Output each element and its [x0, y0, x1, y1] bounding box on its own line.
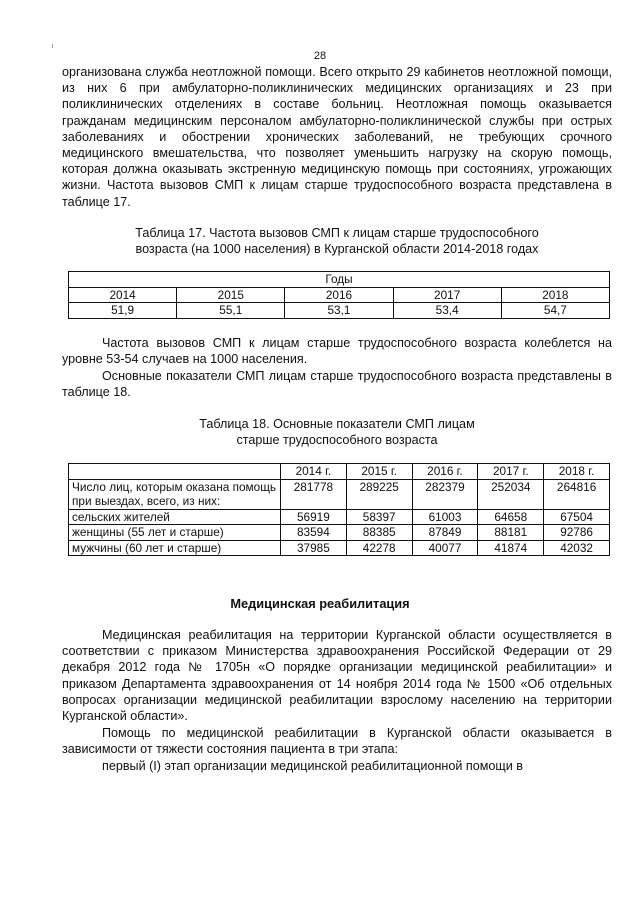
table17-year: 2015	[177, 287, 285, 303]
table18-header-cell: 2016 г.	[412, 464, 478, 480]
table17-value: 54,7	[501, 303, 609, 319]
table18-cell: 42032	[544, 540, 610, 556]
rehab-paragraph-1: Медицинская реабилитация на территории Курганской области осуществляется в соответствии с приказом Министерства здравоохранения Российской Федерации от 29 декабря 2012 года № 1705н «О порядке организации медицинской реабилитации» и приказом Департамента здравоохранения от 14 ноября 2014 года № 1500 «Об отдельных вопросах организации медицинской реабилитации взрослому населению на территории Курганской области».	[62, 628, 612, 724]
table17-value: 53,4	[393, 303, 501, 319]
table-row	[69, 525, 610, 541]
table17-caption	[62, 225, 612, 258]
para-after-table17: Частота вызовов СМП к лицам старше трудоспособного возраста колеблется на уровне 53-54 случаев на 1000 населения.	[62, 336, 612, 367]
table18-cell: 67504	[544, 509, 610, 525]
rehab-paragraph-3: первый (I) этап организации медицинской реабилитационной помощи в	[102, 759, 523, 773]
table-row	[69, 509, 610, 525]
table18-header-cell	[69, 464, 281, 480]
table18-caption	[62, 416, 612, 449]
table18-header-cell: 2015 г.	[346, 464, 412, 480]
table17-year: 2014	[69, 287, 177, 303]
table18-row-label: Число лиц, которым оказана помощь при выездах, всего, из них:	[69, 479, 281, 509]
table18-cell: 281778	[281, 479, 347, 509]
table17-value: 53,1	[285, 303, 393, 319]
table18-cell: 42278	[346, 540, 412, 556]
table18-cell: 252034	[478, 479, 544, 509]
table18-caption-line1: Таблица 18. Основные показатели СМП лицам	[199, 417, 475, 431]
table-row	[69, 479, 610, 509]
intro-paragraph: организована служба неотложной помощи. Всего открыто 29 кабинетов неотложной помощи, из них 6 при амбулаторно-поликлинических медицинских организациях и 23 при поликлинических отделениях в составе больниц. Неотложная помощь оказывается гражданам медицинским персоналом амбулаторно-поликлинической службы при острых заболеваниях и обострении хронических заболеваний, не требующих срочного медицинского вмешательства, что позволяет уменьшить нагрузку на скорую помощь, которая должна оказывать экстренную медицинскую помощь при состояниях, угрожающих жизни. Частота вызовов СМП к лицам старше трудоспособного возраста представлена в таблице 17.	[62, 65, 612, 209]
table18-caption-line2: старше трудоспособного возраста	[236, 433, 438, 448]
table18-header-row	[69, 464, 610, 480]
table18-cell: 61003	[412, 509, 478, 525]
table18-cell: 37985	[281, 540, 347, 556]
table17-year: 2016	[285, 287, 393, 303]
table17-caption-line2: возраста (на 1000 населения) в Курганской области 2014-2018 годах	[135, 242, 539, 257]
scan-mark	[52, 44, 53, 48]
table18	[68, 463, 610, 556]
table17-value-row	[69, 303, 610, 319]
table18-header-cell: 2018 г.	[544, 464, 610, 480]
table18-header-cell: 2014 г.	[281, 464, 347, 480]
table18-cell: 87849	[412, 525, 478, 541]
table17-caption-line1: Таблица 17. Частота вызовов СМП к лицам старше трудоспособного	[135, 226, 539, 240]
table18-cell: 64658	[478, 509, 544, 525]
table18-cell: 88181	[478, 525, 544, 541]
table18-cell: 88385	[346, 525, 412, 541]
table18-row-label: мужчины (60 лет и старше)	[69, 540, 281, 556]
table18-cell: 56919	[281, 509, 347, 525]
table17-year: 2017	[393, 287, 501, 303]
table17-group-header: Годы	[69, 272, 610, 288]
table18-cell: 40077	[412, 540, 478, 556]
table17-value: 51,9	[69, 303, 177, 319]
table18-header-cell: 2017 г.	[478, 464, 544, 480]
table18-cell: 83594	[281, 525, 347, 541]
table17-year: 2018	[501, 287, 609, 303]
rehab-paragraph-2: Помощь по медицинской реабилитации в Курганской области оказывается в зависимости от тяжести состояния пациента в три этапа:	[62, 726, 612, 757]
table18-cell: 264816	[544, 479, 610, 509]
table17-group-row	[69, 272, 610, 288]
table18-cell: 282379	[412, 479, 478, 509]
table18-cell: 58397	[346, 509, 412, 525]
page-number: 28	[313, 50, 327, 62]
table17-year-row	[69, 287, 610, 303]
table17	[68, 271, 610, 319]
table-row	[69, 540, 610, 556]
para-intro-table18: Основные показатели СМП лицам старше трудоспособного возраста представлены в таблице 18.	[62, 369, 612, 400]
table18-cell: 289225	[346, 479, 412, 509]
table18-row-label: сельских жителей	[69, 509, 281, 525]
table17-value: 55,1	[177, 303, 285, 319]
section-heading: Медицинская реабилитация	[230, 596, 410, 611]
table18-cell: 41874	[478, 540, 544, 556]
table18-cell: 92786	[544, 525, 610, 541]
table18-row-label: женщины (55 лет и старше)	[69, 525, 281, 541]
